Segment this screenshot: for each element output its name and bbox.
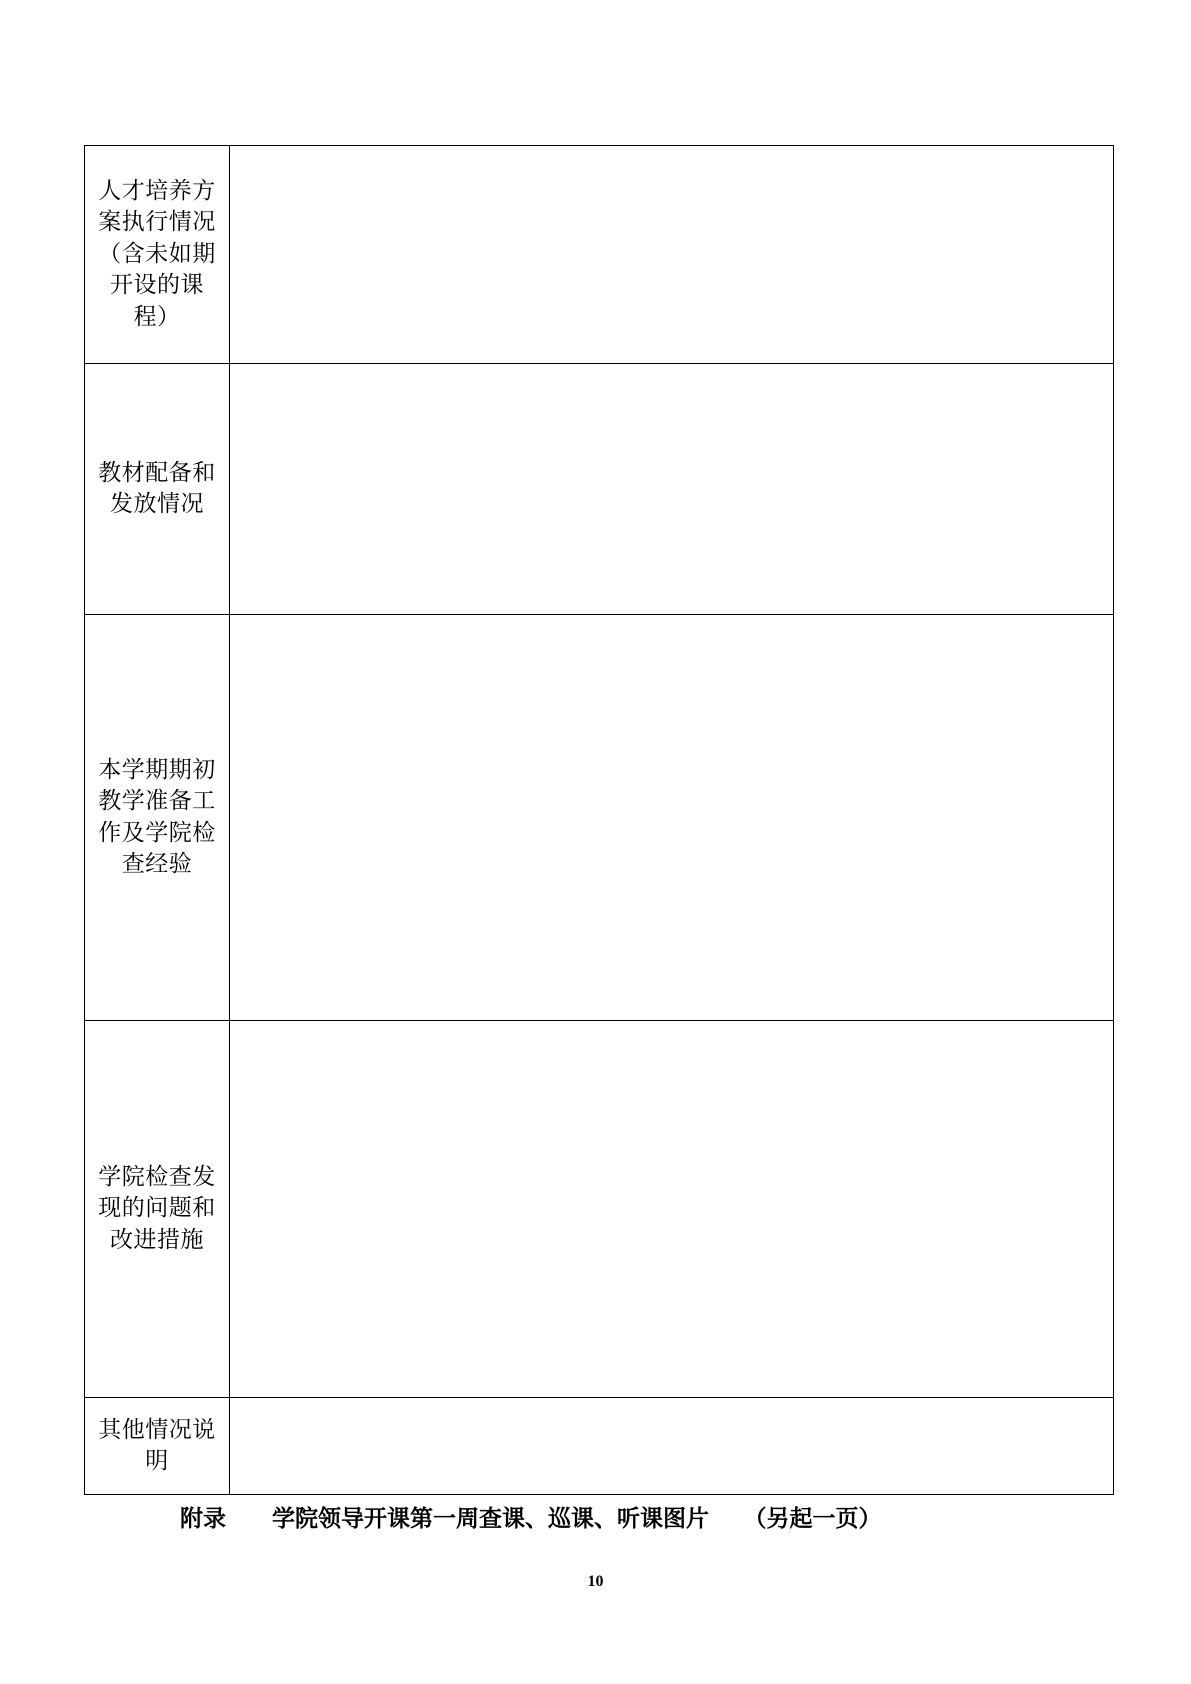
content-cell-curriculum[interactable] [230, 146, 1114, 364]
row-label-curriculum: 人才培养方案执行情况（含未如期开设的课程） [98, 177, 216, 330]
content-cell-preparation[interactable] [230, 615, 1114, 1021]
row-label-cell [85, 615, 230, 1021]
form-row-textbooks [85, 364, 1114, 615]
form-row-other [85, 1398, 1114, 1495]
row-label-cell [85, 146, 230, 364]
content-cell-textbooks[interactable] [230, 364, 1114, 615]
row-label-cell [85, 1021, 230, 1398]
form-row-preparation [85, 615, 1114, 1021]
page-number: 10 [587, 1573, 604, 1590]
content-cell-problems[interactable] [230, 1021, 1114, 1398]
row-label-other: 其他情况说明 [98, 1416, 216, 1474]
row-label-textbooks: 教材配备和发放情况 [98, 459, 216, 517]
content-cell-other[interactable] [230, 1398, 1114, 1495]
report-form-table [84, 145, 1114, 1495]
row-label-problems: 学院检查发现的问题和改进措施 [98, 1163, 216, 1253]
row-label-preparation: 本学期期初教学准备工作及学院检查经验 [98, 756, 216, 877]
form-row-curriculum [85, 146, 1114, 364]
row-label-cell [85, 1398, 230, 1495]
appendix-note: 附录 学院领导开课第一周查课、巡课、听课图片 （另起一页） [180, 1506, 882, 1532]
row-label-cell [85, 364, 230, 615]
form-row-problems [85, 1021, 1114, 1398]
